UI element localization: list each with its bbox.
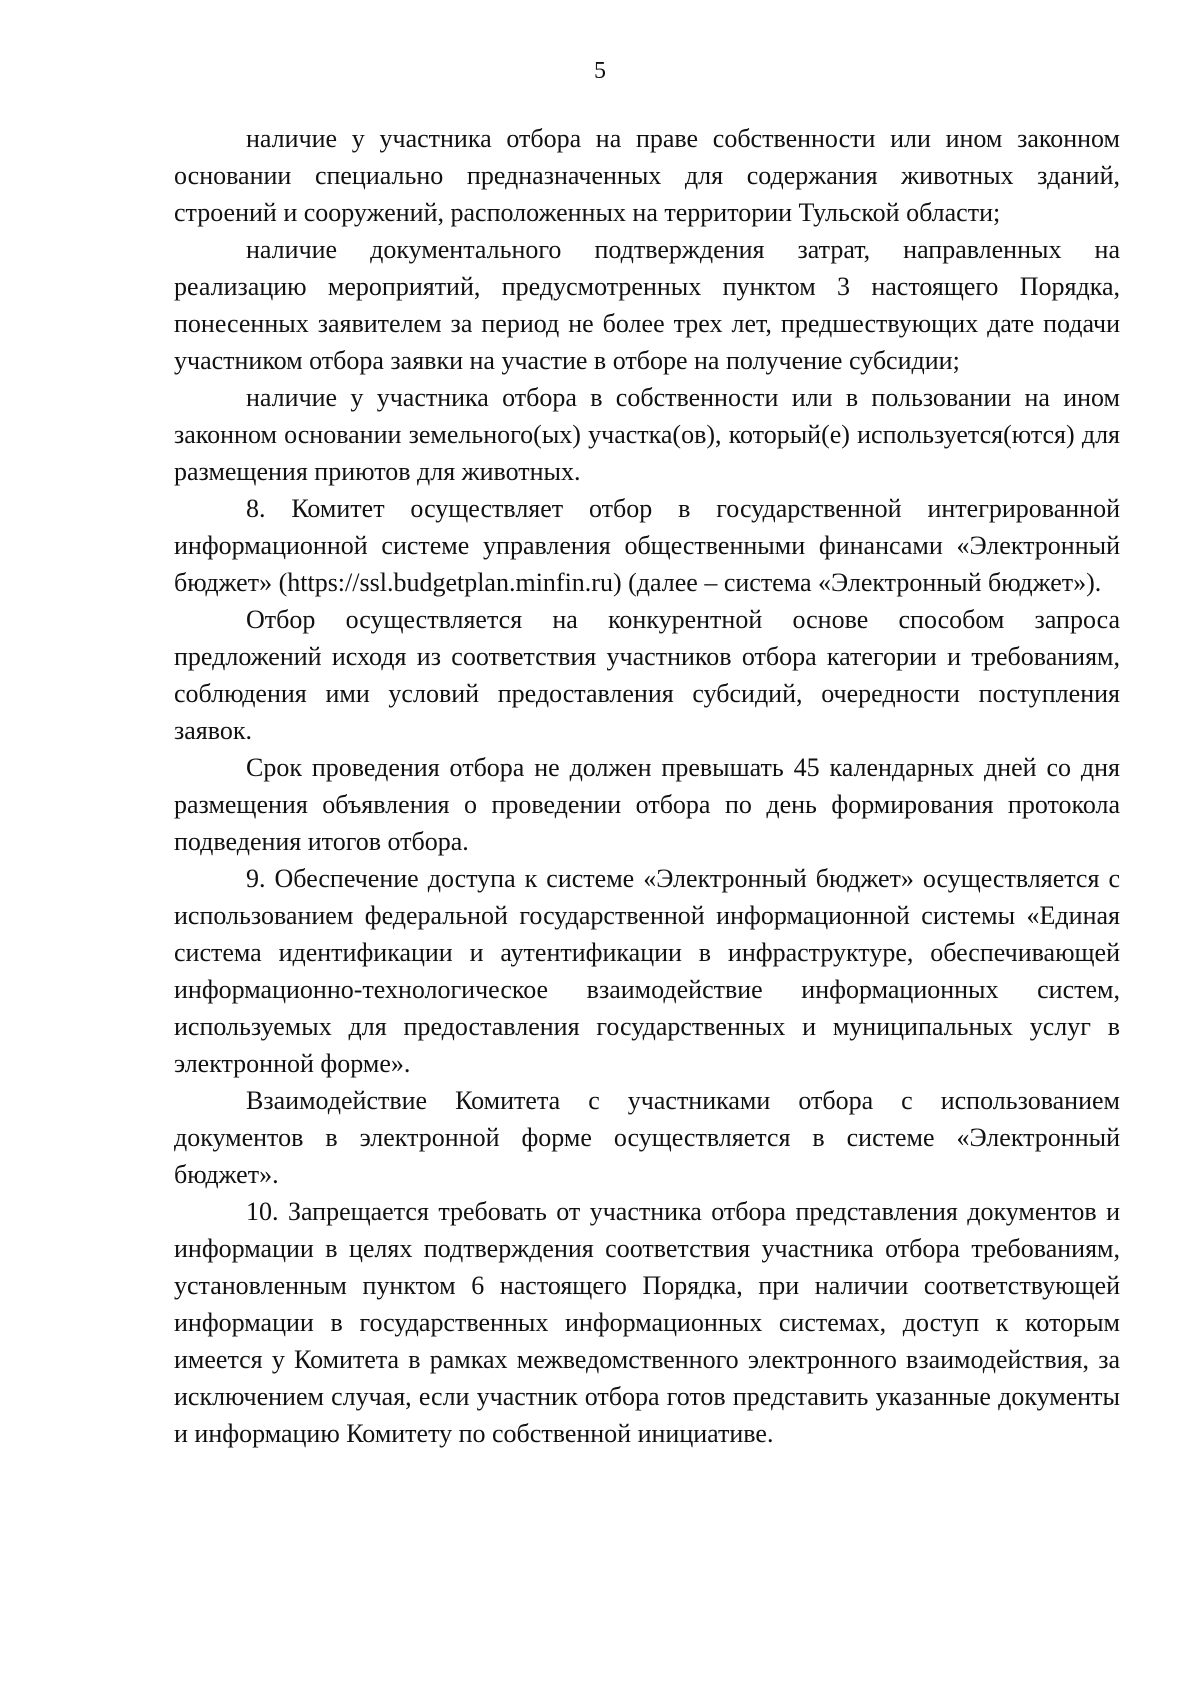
paragraph-selection-basis: Отбор осуществляется на конкурентной основе способом запроса предложений исходя из соответствия участников отбора категории и требованиям, соблюдения ими условий предоставления субсидий, очередности поступления заявок. <box>174 605 1120 745</box>
paragraph-item-9: 9. Обеспечение доступа к системе «Электронный бюджет» осуществляется с использованием федеральной государственной информационной системы «Единая система идентификации и аутентификации в инфраструктуре, обеспечивающей информационно-технологическое взаимодействие информационных систем, используемых для предоставления государственных и муниципальных услуг в электронной форме». <box>174 864 1120 1078</box>
paragraph-item-8: 8. Комитет осуществляет отбор в государственной интегрированной информационной системе управления общественными финансами «Электронный бюджет» (https://ssl.budgetplan.minfin.ru) (далее – система «Электронный бюджет»). <box>174 494 1120 597</box>
paragraph-requirement-buildings: наличие у участника отбора на праве собственности или ином законном основании специально предназначенных для содержания животных зданий, строений и сооружений, расположенных на территории Тульской области; <box>174 124 1120 227</box>
page-number: 5 <box>594 58 606 84</box>
paragraph-requirement-costs: наличие документального подтверждения затрат, направленных на реализацию мероприятий, предусмотренных пунктом 3 настоящего Порядка, понесенных заявителем за период не более трех лет, предшествующих дате подачи участником отбора заявки на участие в отборе на получение субсидии; <box>174 235 1120 375</box>
document-body <box>174 120 1120 1452</box>
paragraph-interaction: Взаимодействие Комитета с участниками отбора с использованием документов в электронной форме осуществляется в системе «Электронный бюджет». <box>174 1086 1120 1189</box>
paragraph-selection-term: Срок проведения отбора не должен превышать 45 календарных дней со дня размещения объявления о проведении отбора по день формирования протокола подведения итогов отбора. <box>174 753 1120 856</box>
paragraph-item-10: 10. Запрещается требовать от участника отбора представления документов и информации в целях подтверждения соответствия участника отбора требованиям, установленным пунктом 6 настоящего Порядка, при наличии соответствующей информации в государственных информационных системах, доступ к которым имеется у Комитета в рамках межведомственного электронного взаимодействия, за исключением случая, если участник отбора готов представить указанные документы и информацию Комитету по собственной инициативе. <box>174 1197 1120 1448</box>
paragraph-requirement-land: наличие у участника отбора в собственности или в пользовании на ином законном основании земельного(ых) участка(ов), который(е) используется(ются) для размещения приютов для животных. <box>174 383 1120 486</box>
